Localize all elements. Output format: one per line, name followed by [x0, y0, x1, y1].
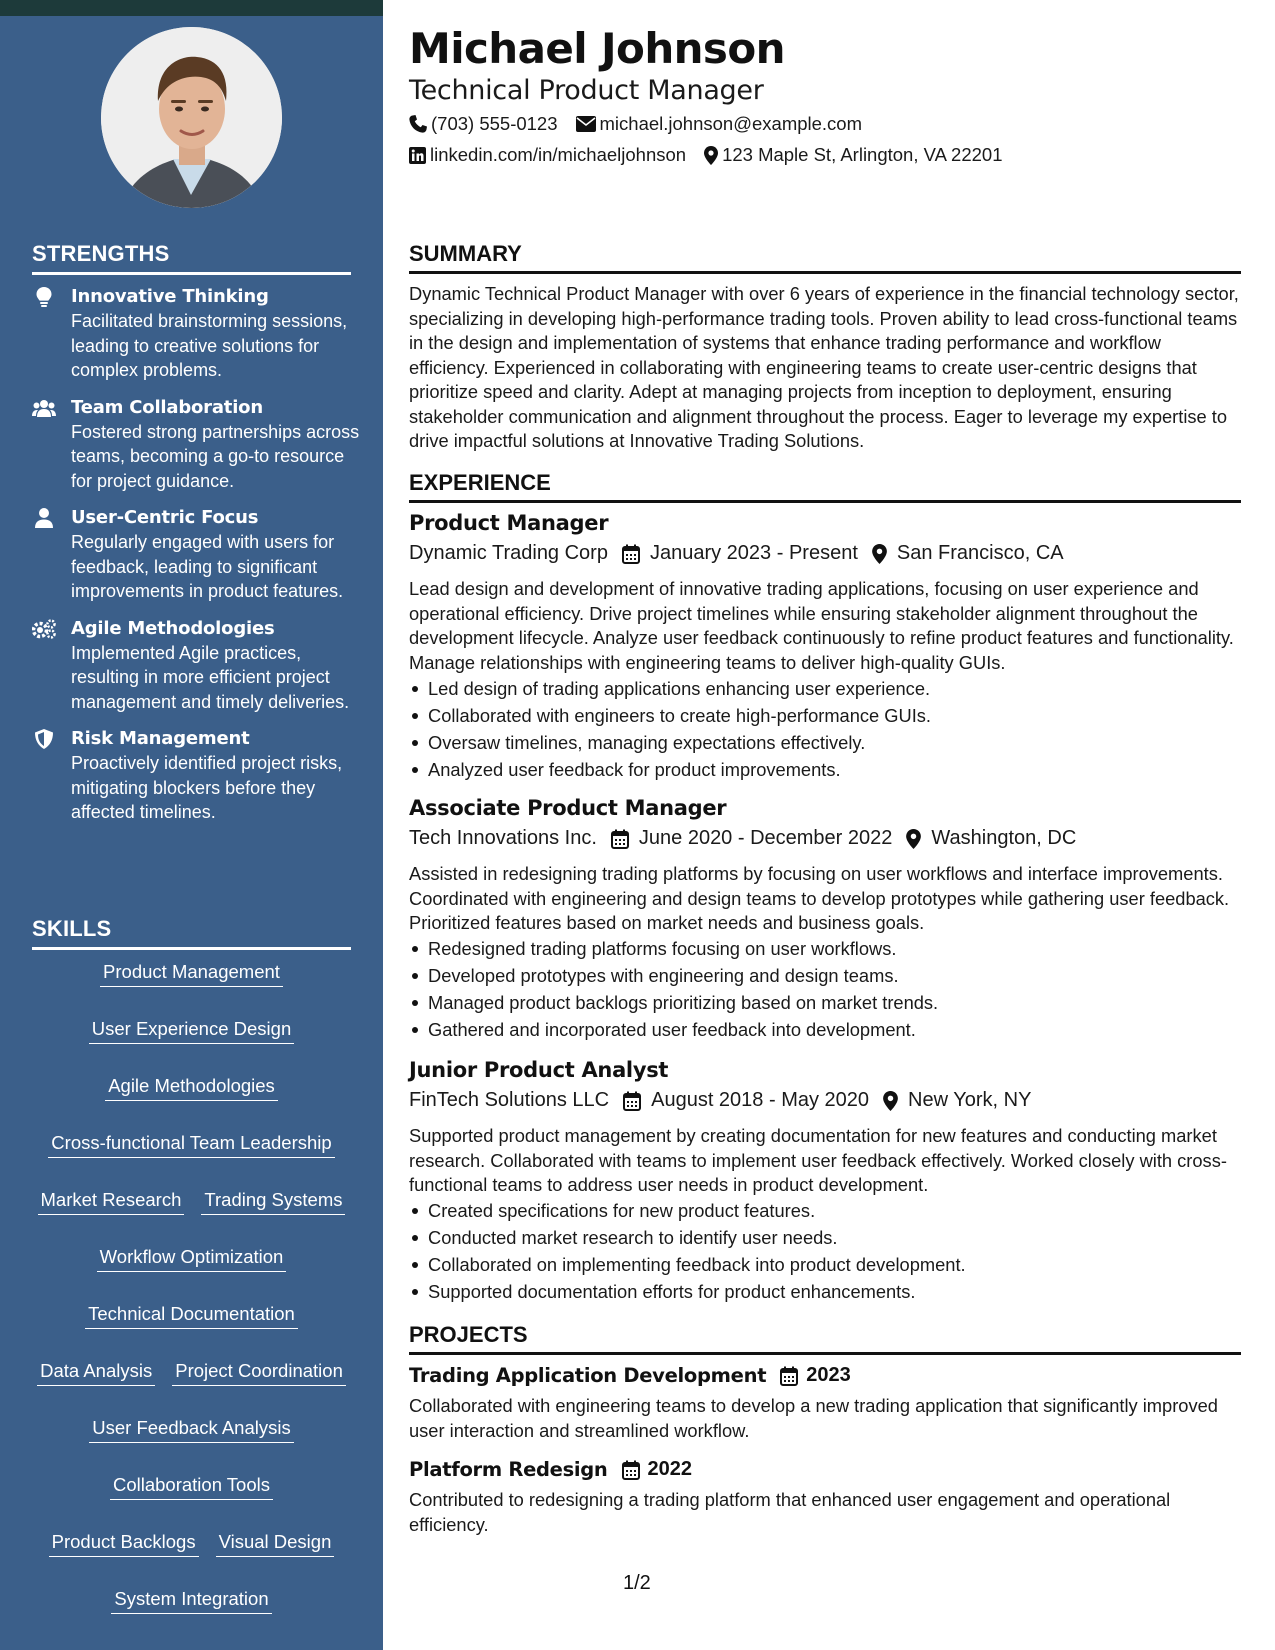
map-pin-icon [872, 544, 887, 564]
summary-text: Dynamic Technical Product Manager with over 6 years of experience in the financial technology sector, specializing in developing high-performance trading tools. Proven ability to lead cross-functional teams in the design and implementation of systems that enhance trading performance and workflow efficiency. Experienced in collaborating with engineering teams to create user-centric designs that prioritize speed and clarity. Adept at managing projects from inception to deployment, ensuring stakeholder communication and alignment throughout the process. Eager to leverage my expertise to drive impactful solutions at Innovative Trading Solutions. [409, 283, 1239, 451]
job-description: Lead design and development of innovative trading applications, focusing on user experience and operational efficiency. Drive project timelines while ensuring stakeholder alignment throughout the development lifecycle. Analyze user feedback continuously to refine product features and functionality. Manage relationships with engineering teams to deliver high-quality GUIs. [409, 578, 1234, 673]
project-year-text: 2022 [647, 1458, 693, 1480]
job-bullet: Oversaw timelines, managing expectations effectively. [409, 729, 1241, 756]
job-title: Product Manager [409, 511, 609, 535]
strength-desc: Facilitated brainstorming sessions, leading to creative solutions for complex problems. [71, 311, 348, 380]
strength-desc: Implemented Agile practices, resulting in more efficient project management and timely deliveries. [71, 642, 350, 712]
skill-tag: Workflow Optimization [97, 1245, 287, 1272]
strengths-list [32, 285, 362, 838]
strength-desc: Proactively identified project risks, mitigating blockers before they affected timelines. [71, 753, 343, 822]
skill-tag: Cross-functional Team Leadership [48, 1131, 334, 1158]
experience-heading: EXPERIENCE [409, 470, 1241, 503]
project-year [780, 1364, 851, 1387]
calendar-icon [622, 1460, 640, 1480]
job-meta [409, 542, 1078, 565]
candidate-title: Technical Product Manager [409, 75, 764, 106]
project-title: Trading Application Development [409, 1364, 767, 1387]
skill-tag: System Integration [111, 1587, 271, 1614]
skill-tag: Visual Design [216, 1530, 335, 1557]
strength-title: Team Collaboration [71, 396, 263, 418]
job-location [872, 542, 1064, 565]
job-bullet: Supported documentation efforts for product enhancements. [409, 1278, 1241, 1305]
job-title: Associate Product Manager [409, 796, 727, 820]
projects-heading: PROJECTS [409, 1322, 1241, 1355]
job-bullet: Collaborated on implementing feedback into product development. [409, 1251, 1241, 1278]
strength-title: Agile Methodologies [71, 617, 275, 639]
linkedin-link[interactable]: linkedin.com/in/michaeljohnson [430, 144, 687, 165]
skill-tag: Collaboration Tools [110, 1473, 273, 1500]
address-text: 123 Maple St, Arlington, VA 22201 [722, 144, 1003, 165]
job-description: Assisted in redesigning trading platforms by focusing on user workflows and interface improvements. Coordinated with engineering and design teams to develop prototypes while gathering user feedback. Prioritized features based on market needs and business goals. [409, 863, 1230, 933]
job-bullet: Gathered and incorporated user feedback into development. [409, 1016, 1241, 1043]
job-bullet: Conducted market research to identify user needs. [409, 1224, 1241, 1251]
skill-tag: Project Coordination [172, 1359, 346, 1386]
skill-tag: Market Research [38, 1188, 185, 1215]
phone-text: (703) 555-0123 [431, 113, 558, 134]
map-pin-icon [704, 146, 718, 165]
strengths-heading: STRENGTHS [32, 241, 351, 275]
skill-tag: Product Backlogs [49, 1530, 199, 1557]
strength-item [32, 506, 362, 604]
strength-title: User-Centric Focus [71, 507, 259, 528]
job-dates [611, 827, 893, 850]
job-location-text: Washington, DC [931, 827, 1077, 849]
shield-icon [32, 729, 56, 749]
strength-desc: Fostered strong partnerships across teams, becoming a go-to resource for project guidance. [71, 421, 360, 491]
sidebar-top-bar [0, 0, 383, 16]
calendar-icon [622, 544, 640, 564]
envelope-icon [576, 116, 596, 132]
skills-heading: SKILLS [32, 916, 351, 950]
job-bullet: Analyzed user feedback for product improvements. [409, 756, 1241, 783]
strength-desc: Regularly engaged with users for feedback, leading to significant improvements in product features. [71, 532, 344, 601]
lightbulb-icon [32, 287, 56, 307]
project-title: Platform Redesign [409, 1458, 608, 1481]
user-icon [32, 508, 56, 528]
linkedin-icon [409, 147, 426, 164]
job-dates-text: August 2018 - May 2020 [651, 1089, 870, 1111]
skill-tag: Product Management [100, 960, 283, 987]
summary-heading: SUMMARY [409, 241, 1241, 274]
skill-tag: Technical Documentation [85, 1302, 298, 1329]
project-year-text: 2023 [806, 1364, 851, 1386]
job-location [883, 1089, 1031, 1112]
skill-tag: Trading Systems [201, 1188, 345, 1215]
candidate-name: Michael Johnson [409, 24, 785, 73]
job-bullet: Developed prototypes with engineering and design teams. [409, 962, 1241, 989]
avatar [101, 27, 282, 208]
skill-tag: Agile Methodologies [105, 1074, 278, 1101]
job-bullet: Created specifications for new product features. [409, 1197, 1241, 1224]
job-bullet: Led design of trading applications enhancing user experience. [409, 675, 1241, 702]
job-location [906, 827, 1076, 850]
job-location-text: San Francisco, CA [896, 542, 1064, 564]
job-dates-text: June 2020 - December 2022 [638, 827, 893, 849]
job-meta [409, 827, 1090, 850]
contact-row [409, 113, 880, 135]
skill-tag: User Feedback Analysis [89, 1416, 293, 1443]
job-company: Tech Innovations Inc. [409, 827, 597, 849]
job-company: Dynamic Trading Corp [409, 542, 608, 564]
job-bullets [409, 675, 1241, 783]
contact-phone [409, 113, 558, 135]
job-bullet: Managed product backlogs prioritizing based on market trends. [409, 989, 1241, 1016]
strength-item [32, 727, 362, 825]
phone-icon [409, 115, 427, 133]
contact-linkedin [409, 144, 686, 166]
contact-row [409, 144, 1021, 166]
project-description: Contributed to redesigning a trading platform that enhanced user engagement and operational efficiency. [409, 1489, 1171, 1535]
project-header [409, 1364, 851, 1387]
strength-item [32, 285, 362, 383]
calendar-icon [611, 829, 629, 849]
skill-tag: Data Analysis [37, 1359, 155, 1386]
gears-icon [32, 619, 56, 639]
job-bullets [409, 1197, 1241, 1305]
map-pin-icon [906, 829, 921, 849]
contact-email [576, 113, 863, 135]
contact-address [704, 144, 1002, 166]
portrait-photo [101, 27, 282, 208]
job-dates-text: January 2023 - Present [649, 542, 858, 564]
calendar-icon [623, 1091, 641, 1111]
job-meta [409, 1089, 1045, 1112]
job-title: Junior Product Analyst [409, 1058, 669, 1082]
job-company: FinTech Solutions LLC [409, 1089, 610, 1111]
job-dates [622, 542, 858, 565]
job-bullet: Redesigned trading platforms focusing on user workflows. [409, 935, 1241, 962]
job-bullet: Collaborated with engineers to create high-performance GUIs. [409, 702, 1241, 729]
strength-title: Innovative Thinking [71, 286, 269, 307]
calendar-icon [780, 1366, 798, 1386]
job-bullets [409, 935, 1241, 1043]
project-header [409, 1458, 692, 1481]
strength-title: Risk Management [71, 728, 250, 749]
strength-item [32, 617, 362, 715]
skills-list [32, 960, 351, 1614]
page-number: 1/2 [623, 1572, 651, 1594]
map-pin-icon [883, 1091, 898, 1111]
users-icon [32, 398, 56, 418]
project-year [622, 1458, 693, 1481]
job-location-text: New York, NY [908, 1089, 1032, 1111]
job-description: Supported product management by creating documentation for new features and conducting market research. Collaborated with teams to implement user feedback effectively. Worked closely with cross-functional teams to address user needs in product development. [409, 1125, 1227, 1195]
project-description: Collaborated with engineering teams to develop a new trading application that significantly improved user interaction and streamlined workflow. [409, 1395, 1218, 1441]
strength-item [32, 396, 362, 494]
email-link[interactable]: michael.johnson@example.com [599, 113, 863, 134]
job-dates [623, 1089, 869, 1112]
sidebar [0, 0, 383, 1650]
skill-tag: User Experience Design [89, 1017, 294, 1044]
